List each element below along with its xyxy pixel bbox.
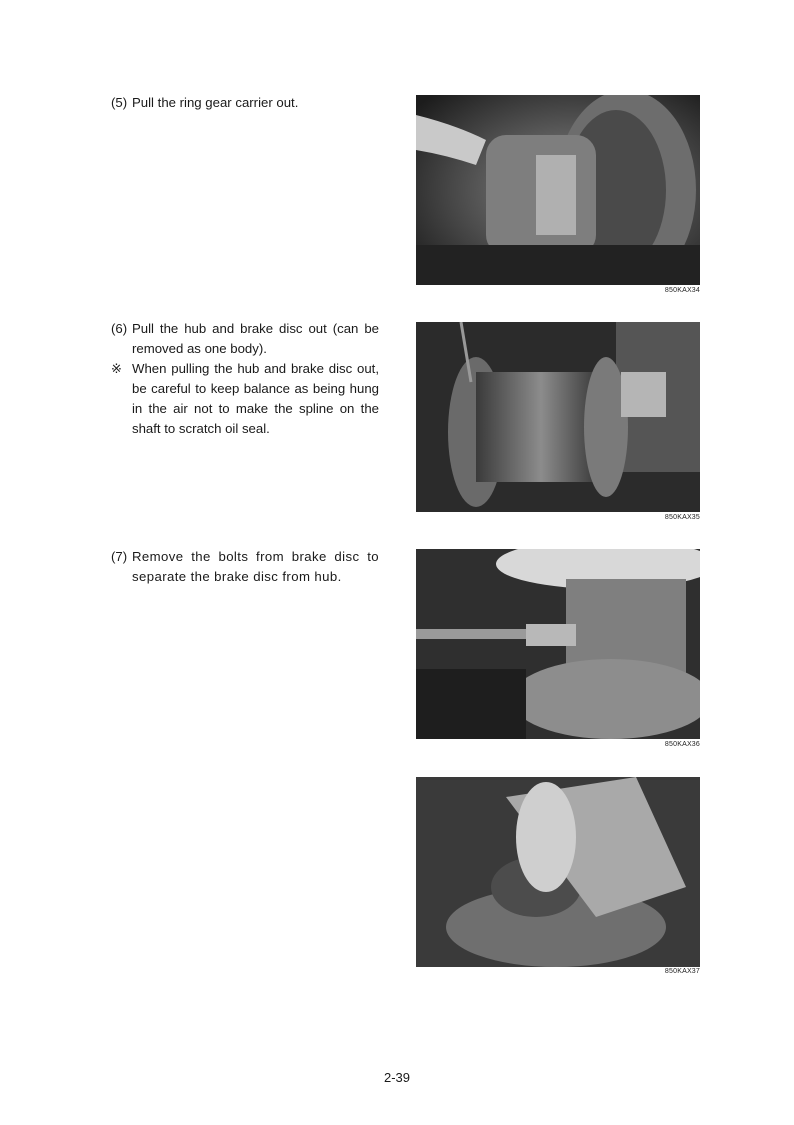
note-mark: ※ — [111, 361, 123, 376]
photo-hub-brake-disc — [416, 322, 700, 512]
photo-separated-hub — [416, 777, 700, 967]
step-5-instruction — [111, 93, 379, 113]
step-5 — [111, 93, 379, 113]
note-text: When pulling the hub and brake disc out, be careful to keep balance as being hung in the air not to make the spline on the shaft to scratch oil seal. — [132, 361, 379, 436]
photo-caption: 850KAX36 — [664, 741, 700, 748]
step-6 — [111, 319, 379, 439]
step-7 — [111, 547, 379, 587]
step-7-instruction — [111, 547, 379, 587]
step-text: Pull the hub and brake disc out (can be removed as one body). — [132, 321, 379, 356]
step-text: Remove the bolts from brake disc to separate the brake disc from hub. — [132, 549, 379, 584]
photo-brake-disc-bolts — [416, 549, 700, 739]
step-number: (5) — [111, 95, 128, 110]
photo-caption: 850KAX34 — [664, 287, 700, 294]
step-number: (7) — [111, 549, 128, 564]
page-number: 2-39 — [383, 1070, 411, 1085]
step-text: Pull the ring gear carrier out. — [132, 95, 299, 110]
step-6-note — [111, 359, 379, 439]
photo-ring-gear-carrier — [416, 95, 700, 285]
step-number: (6) — [111, 321, 128, 336]
photo-caption: 850KAX35 — [664, 514, 700, 521]
photo-caption: 850KAX37 — [664, 968, 700, 975]
step-6-instruction — [111, 319, 379, 359]
